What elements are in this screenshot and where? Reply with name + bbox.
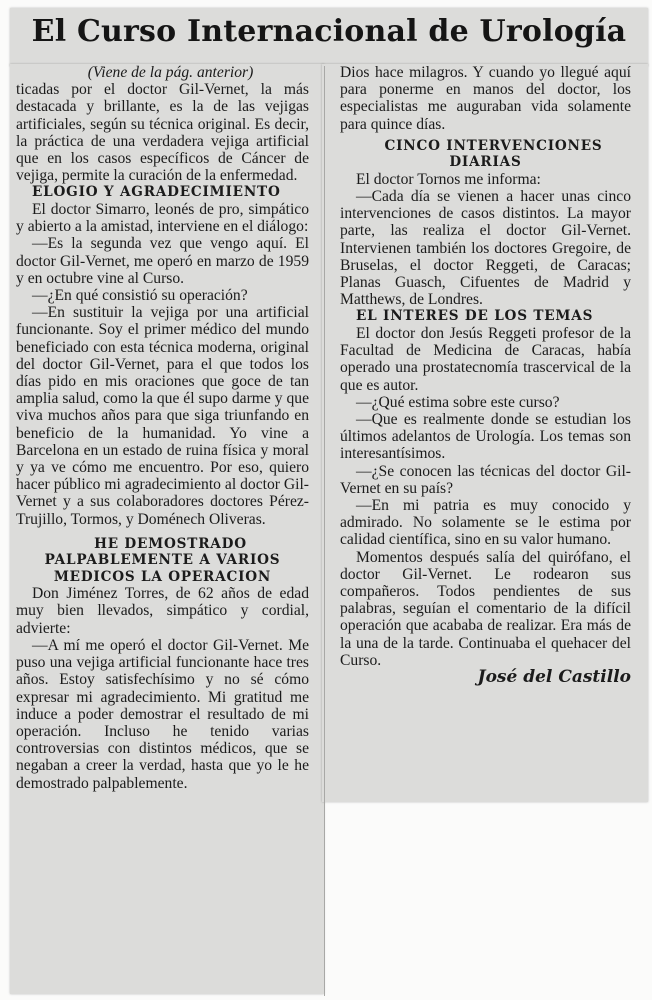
paragraph: El doctor don Jesús Reggeti profesor de la Facultad de Medicina de Caracas, había operado una prostatecnomía trascervical de la que es autor. [340,324,631,394]
right-column [340,64,631,686]
paragraph: —¿Se conocen las técnicas del doctor Gil-Vernet en su país? [340,462,631,497]
column-divider [324,66,325,996]
paragraph: —¿En qué consistió su operación? [32,286,248,304]
paragraph: —¿Qué estima sobre este curso? [356,393,560,411]
left-column [16,64,309,792]
paragraph: Momentos después salía del quirófano, el doctor Gil-Vernet. Le rodearon sus compañeros. Todos pendientes de sus palabras, seguían el comentario de la difícil operación que acababa de realizar. Era más de la una de la tarde. Continuaba el quehacer del Curso. [340,548,631,669]
paragraph: El doctor Tornos me informa: [356,170,541,188]
subheading-cinco-intervenciones: CINCO INTERVENCIONES DIARIAS [384,137,603,171]
paragraph: —En mi patria es muy conocido y admirado. No solamente se le estima por calidad científica, sino en su valor humano. [340,496,631,549]
paragraph: El doctor Simarro, leonés de pro, simpático y abierto a la amistad, interviene en el diálogo: [16,200,309,236]
left-intro-paragraph: ticadas por el doctor Gil-Vernet, la más destacada y brillante, es la de las vejigas artificiales, según su técnica original. Es decir, la práctica de una verdadera vejiga artificial que en los casos específicos de Cáncer de vejiga, permite la curación de la enfermedad. [16,81,309,185]
paragraph: —En sustituir la vejiga por una artificial funcionante. Soy el primer médico del mundo beneficiado con esta técnica moderna, original del doctor Gil-Vernet, para el que todos los días pido en mis oraciones que goce de tan amplia salud, como la que él supo darme y que viva muchos años para que siga triunfando en beneficio de la humanidad. Yo vine a Barcelona en un estado de ruina física y moral y ya ve cómo me encuentro. Por eso, quiero hacer público mi agradecimiento al doctor Gil-Vernet y a sus colaboradores doctores Pérez-Trujillo, Tormos, y Doménech Oliveras. [16,304,309,528]
author-signature: José del Castillo [477,667,631,687]
right-intro-paragraph: Dios hace milagros. Y cuando yo llegué aquí para ponerme en manos del doctor, los especialistas me auguraban vida solamente para quince días. [340,64,631,133]
paragraph: Don Jiménez Torres, de 62 años de edad muy bien llevados, simpático y cordial, advierte: [16,585,309,637]
subheading-elogio: ELOGIO Y AGRADECIMIENTO [32,184,281,201]
paragraph: —A mí me operó el doctor Gil-Vernet. Me puso una vejiga artificial funcionante hace tres años. Estoy satisfechísimo y no sé cómo expresar mi agradecimiento. Mi gratitud me induce a poder demostrar el resultado de mi operación. Incluso he tenido varias controversias con distintos médicos, que se negaban a creer la verdad, hasta que yo le he demostrado palpablemente. [16,636,309,792]
subheading-demostrado: HE DEMOSTRADO PALPABLEMENTE A VARIOS MEDICOS LA OPERACION [44,535,281,585]
paragraph: —Cada día se vienen a hacer unas cinco intervenciones de casos distintos. La mayor parte, las realiza el doctor Gil-Vernet. Intervienen también los doctores Gregoire, de Bruselas, el doctor Reggeti, de Caracas; Planas Guasch, Cifuentes de Madrid y Matthews, de Londres. [340,188,631,309]
paragraph: —Es la segunda vez que vengo aquí. El doctor Gil-Vernet, me operó en marzo de 1959 y en octubre vine al Curso. [16,235,309,287]
paragraph: —Que es realmente donde se estudian los últimos adelantos de Urología. Los temas son interesantísimos. [340,410,631,463]
article-headline: El Curso Internacional de Urología [31,14,627,49]
subheading-interes-temas: EL INTERES DE LOS TEMAS [356,308,594,325]
continued-note: (Viene de la pág. anterior) [87,64,254,81]
